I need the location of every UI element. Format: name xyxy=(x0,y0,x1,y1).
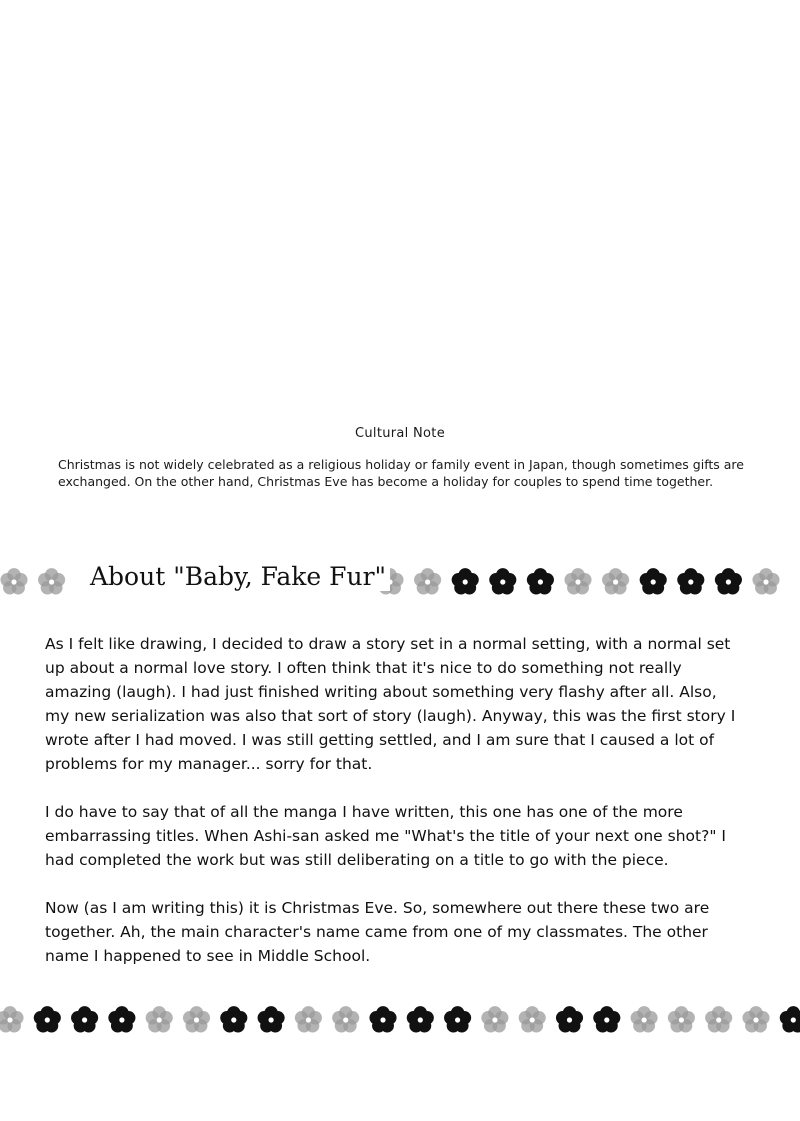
flower-icon xyxy=(369,1006,396,1032)
flower-icon xyxy=(564,568,591,594)
cultural-note-title: Cultural Note xyxy=(355,426,445,441)
flower-icon xyxy=(640,568,667,594)
flower-icon xyxy=(407,1006,434,1032)
flower-icon xyxy=(780,1006,800,1032)
flower-icon xyxy=(481,1006,508,1032)
flower-icon xyxy=(593,1006,620,1032)
flower-icon xyxy=(108,1006,135,1032)
flower-icon xyxy=(715,568,742,594)
flower-icon xyxy=(38,568,65,594)
bottom-flower-border-graphic xyxy=(0,1002,800,1038)
flower-icon xyxy=(527,568,554,594)
flower-icon xyxy=(146,1006,173,1032)
cultural-note-body: Christmas is not widely celebrated as a religious holiday or family event in Japan, though sometimes gifts are exchanged. On the other hand, Christmas Eve has become a holiday for couples to spend time together. xyxy=(58,457,744,489)
flower-icon xyxy=(519,1006,546,1032)
flower-icon xyxy=(0,1006,24,1032)
afterword-paragraph: I do have to say that of all the manga I have written, this one has one of the more embarrassing titles. When Ashi-san asked me "What's the title of your next one shot?" I had completed the work but was still deliberating on a title to go with the piece. xyxy=(45,803,726,869)
flower-icon xyxy=(452,568,479,594)
flower-icon xyxy=(742,1006,769,1032)
flower-icon xyxy=(183,1006,210,1032)
flower-icon xyxy=(444,1006,471,1032)
afterword-paragraph: As I felt like drawing, I decided to draw a story set in a normal setting, with a normal set up about a normal love story. I often think that it's nice to do something not really amazing (laugh). I had just finished writing about something very flashy after all. Also, my new serialization was also that sort of story (laugh). Anyway, this was the first story I wrote after I had moved. I was still getting settled, and I am sure that I caused a lot of problems for my manager... sorry for that. xyxy=(45,635,736,773)
flower-icon xyxy=(0,568,27,594)
flower-icon xyxy=(631,1006,658,1032)
afterword-paragraph: Now (as I am writing this) it is Christmas Eve. So, somewhere out there these two are together. Ah, the main character's name came from one of my classmates. The other name I happened to see in Middle School. xyxy=(45,899,710,965)
flower-icon xyxy=(556,1006,583,1032)
afterword-title: About "Baby, Fake Fur" xyxy=(86,562,390,591)
flower-icon xyxy=(668,1006,695,1032)
flower-icon xyxy=(705,1006,732,1032)
flower-icon xyxy=(295,1006,322,1032)
bottom-flower-border xyxy=(0,1002,800,1038)
flower-icon xyxy=(677,568,704,594)
flower-icon xyxy=(220,1006,247,1032)
flower-icon xyxy=(752,568,779,594)
flower-icon xyxy=(258,1006,285,1032)
flower-icon xyxy=(71,1006,98,1032)
afterword-body xyxy=(45,632,745,992)
flower-icon xyxy=(602,568,629,594)
flower-icon xyxy=(414,568,441,594)
flower-icon xyxy=(489,568,516,594)
flower-icon xyxy=(34,1006,61,1032)
flower-icon xyxy=(332,1006,359,1032)
